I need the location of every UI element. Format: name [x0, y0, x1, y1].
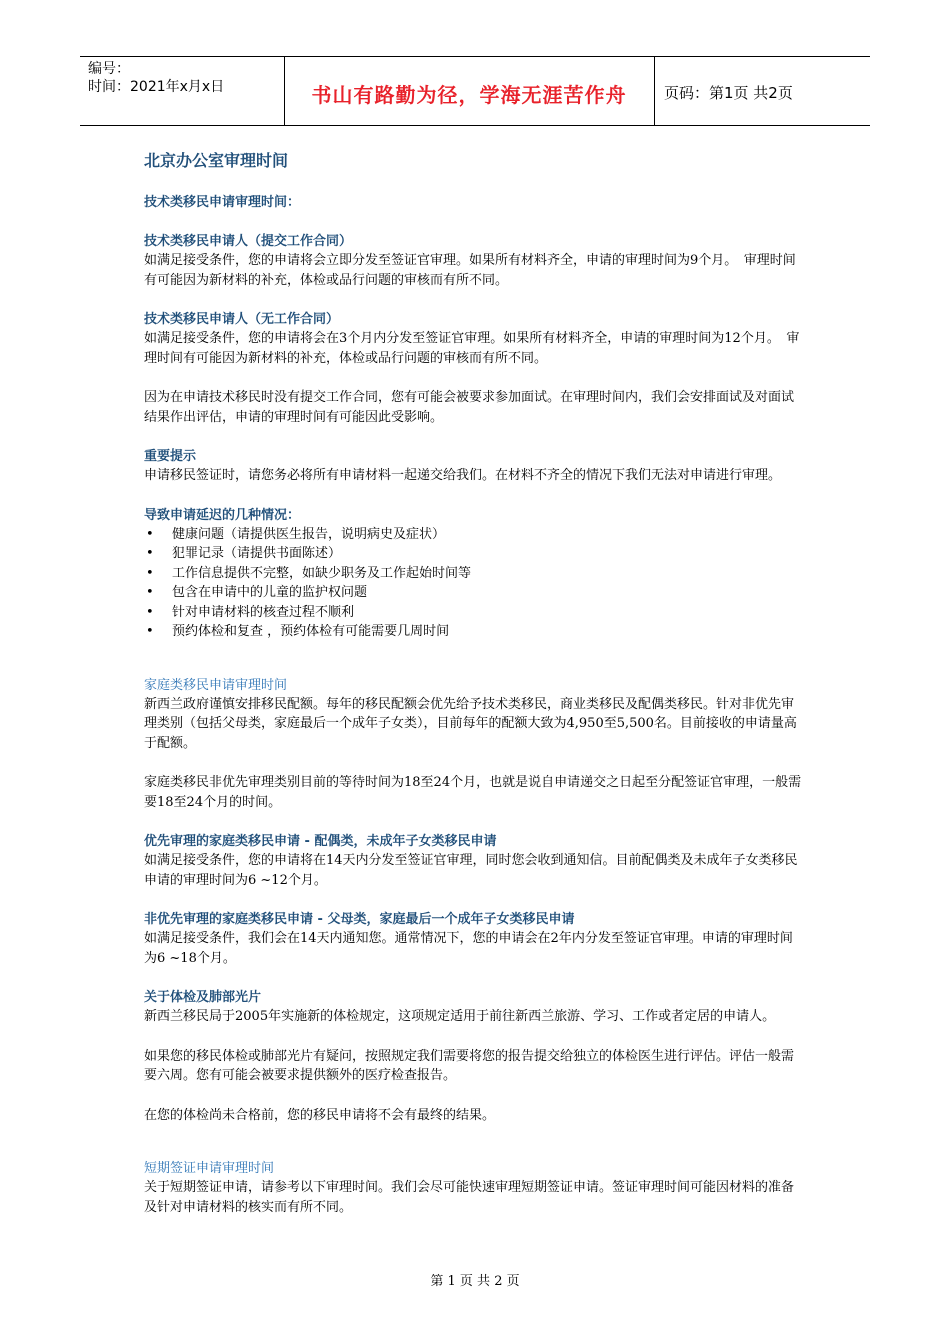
subsection-heading: 技术类移民申请人（提交工作合同）: [144, 234, 353, 249]
page-footer: 第 1 页 共 2 页: [430, 1274, 520, 1289]
subsection-heading: 导致申请延迟的几种情况：: [144, 507, 301, 523]
paragraph: 家庭类移民非优先审理类别目前的等待时间为18至24个月，也就是说自申请递交之日起至分配签证官审理，一般需要18至24个月的时间。: [144, 775, 802, 810]
paragraph: 如满足接受条件，我们会在14天内通知您。通常情况下，您的申请会在2年内分发至签证官审理。申请的审理时间为6 ~18个月。: [144, 931, 793, 966]
paragraph: 新西兰移民局于2005年实施新的体检规定，这项规定适用于前往新西兰旅游、学习、工作或者定居的申请人。: [144, 1009, 776, 1024]
paragraph: 如满足接受条件，您的申请将会立即分发至签证官审理。如果所有材料齐全，申请的审理时间为9个月。 审理时间有可能因为新材料的补充，体检或品行问题的审核而有所不同。: [144, 253, 796, 288]
list-item: • 预约体检和复查 ，预约体检有可能需要几周时间: [172, 622, 804, 642]
page-header: [80, 56, 870, 126]
header-divider: [654, 57, 655, 125]
time-label: 时间：2021年x月x日: [88, 79, 225, 95]
list-item: • 犯罪记录（请提供书面陈述）: [172, 544, 804, 564]
list-item: • 针对申请材料的核查过程不顺利: [172, 603, 804, 623]
paragraph: 新西兰政府谨慎安排移民配额。每年的移民配额会优先给予技术类移民，商业类移民及配偶类移民。针对非优先审理类别（包括父母类，家庭最后一个成年子女类），目前每年的配额大致为4,950至5,500名。目前接收的申请量高于配额。: [144, 696, 797, 751]
subsection-heading: 技术类移民申请人（无工作合同）: [144, 312, 340, 327]
paragraph: 如满足接受条件，您的申请将在14天内分发至签证官审理，同时您会收到通知信。目前配偶类及未成年子女类移民申请的审理时间为6 ~12个月。: [144, 853, 798, 888]
list-item: • 健康问题（请提供医生报告，说明病史及症状）: [172, 525, 804, 545]
page-title: 北京办公室审理时间: [144, 151, 289, 170]
header-motto: 书山有路勤为径，学海无涯苦作舟: [311, 83, 627, 107]
paragraph: 在您的体检尚未合格前，您的移民申请将不会有最终的结果。: [144, 1107, 496, 1123]
subsection-heading: 重要提示: [144, 449, 197, 464]
section-heading: 技术类移民申请审理时间：: [144, 195, 301, 210]
paragraph: 如满足接受条件，您的申请将会在3个月内分发至签证官审理。如果所有材料齐全，申请的审理时间为12个月。 审理时间有可能因为新材料的补充，体检或品行问题的审核而有所不同。: [144, 331, 800, 366]
section-heading: 短期签证申请审理时间: [144, 1161, 275, 1176]
paragraph: 申请移民签证时，请您务必将所有申请材料一起递交给我们。在材料不齐全的情况下我们无法对申请进行审理。: [144, 468, 782, 483]
paragraph: 因为在申请技术移民时没有提交工作合同，您有可能会被要求参加面试。在审理时间内，我们会安排面试及对面试结果作出评估，申请的审理时间有可能因此受影响。: [144, 390, 795, 425]
header-page-number: 页码：第1页 共2页: [664, 84, 793, 102]
list-item: • 工作信息提供不完整，如缺少职务及工作起始时间等: [172, 564, 804, 584]
header-meta: [88, 60, 224, 96]
section-heading: 家庭类移民申请审理时间: [144, 677, 288, 693]
subsection-heading: 关于体检及肺部光片: [144, 990, 262, 1005]
paragraph: 关于短期签证申请，请参考以下审理时间。我们会尽可能快速审理短期签证申请。签证审理时间可能因材料的准备及针对申请材料的核实而有所不同。: [144, 1180, 795, 1215]
delay-list: [144, 525, 804, 642]
serial-label: 编号：: [88, 61, 130, 77]
document-body: [144, 148, 804, 1217]
subsection-heading: 非优先审理的家庭类移民申请 - 父母类，家庭最后一个成年子女类移民申请: [144, 912, 575, 927]
subsection-heading: 优先审理的家庭类移民申请 - 配偶类，未成年子女类移民申请: [144, 834, 497, 849]
list-item: • 包含在申请中的儿童的监护权问题: [172, 583, 804, 603]
paragraph: 如果您的移民体检或肺部光片有疑问，按照规定我们需要将您的报告提交给独立的体检医生进行评估。评估一般需要六周。您有可能会被要求提供额外的医疗检查报告。: [144, 1048, 795, 1083]
